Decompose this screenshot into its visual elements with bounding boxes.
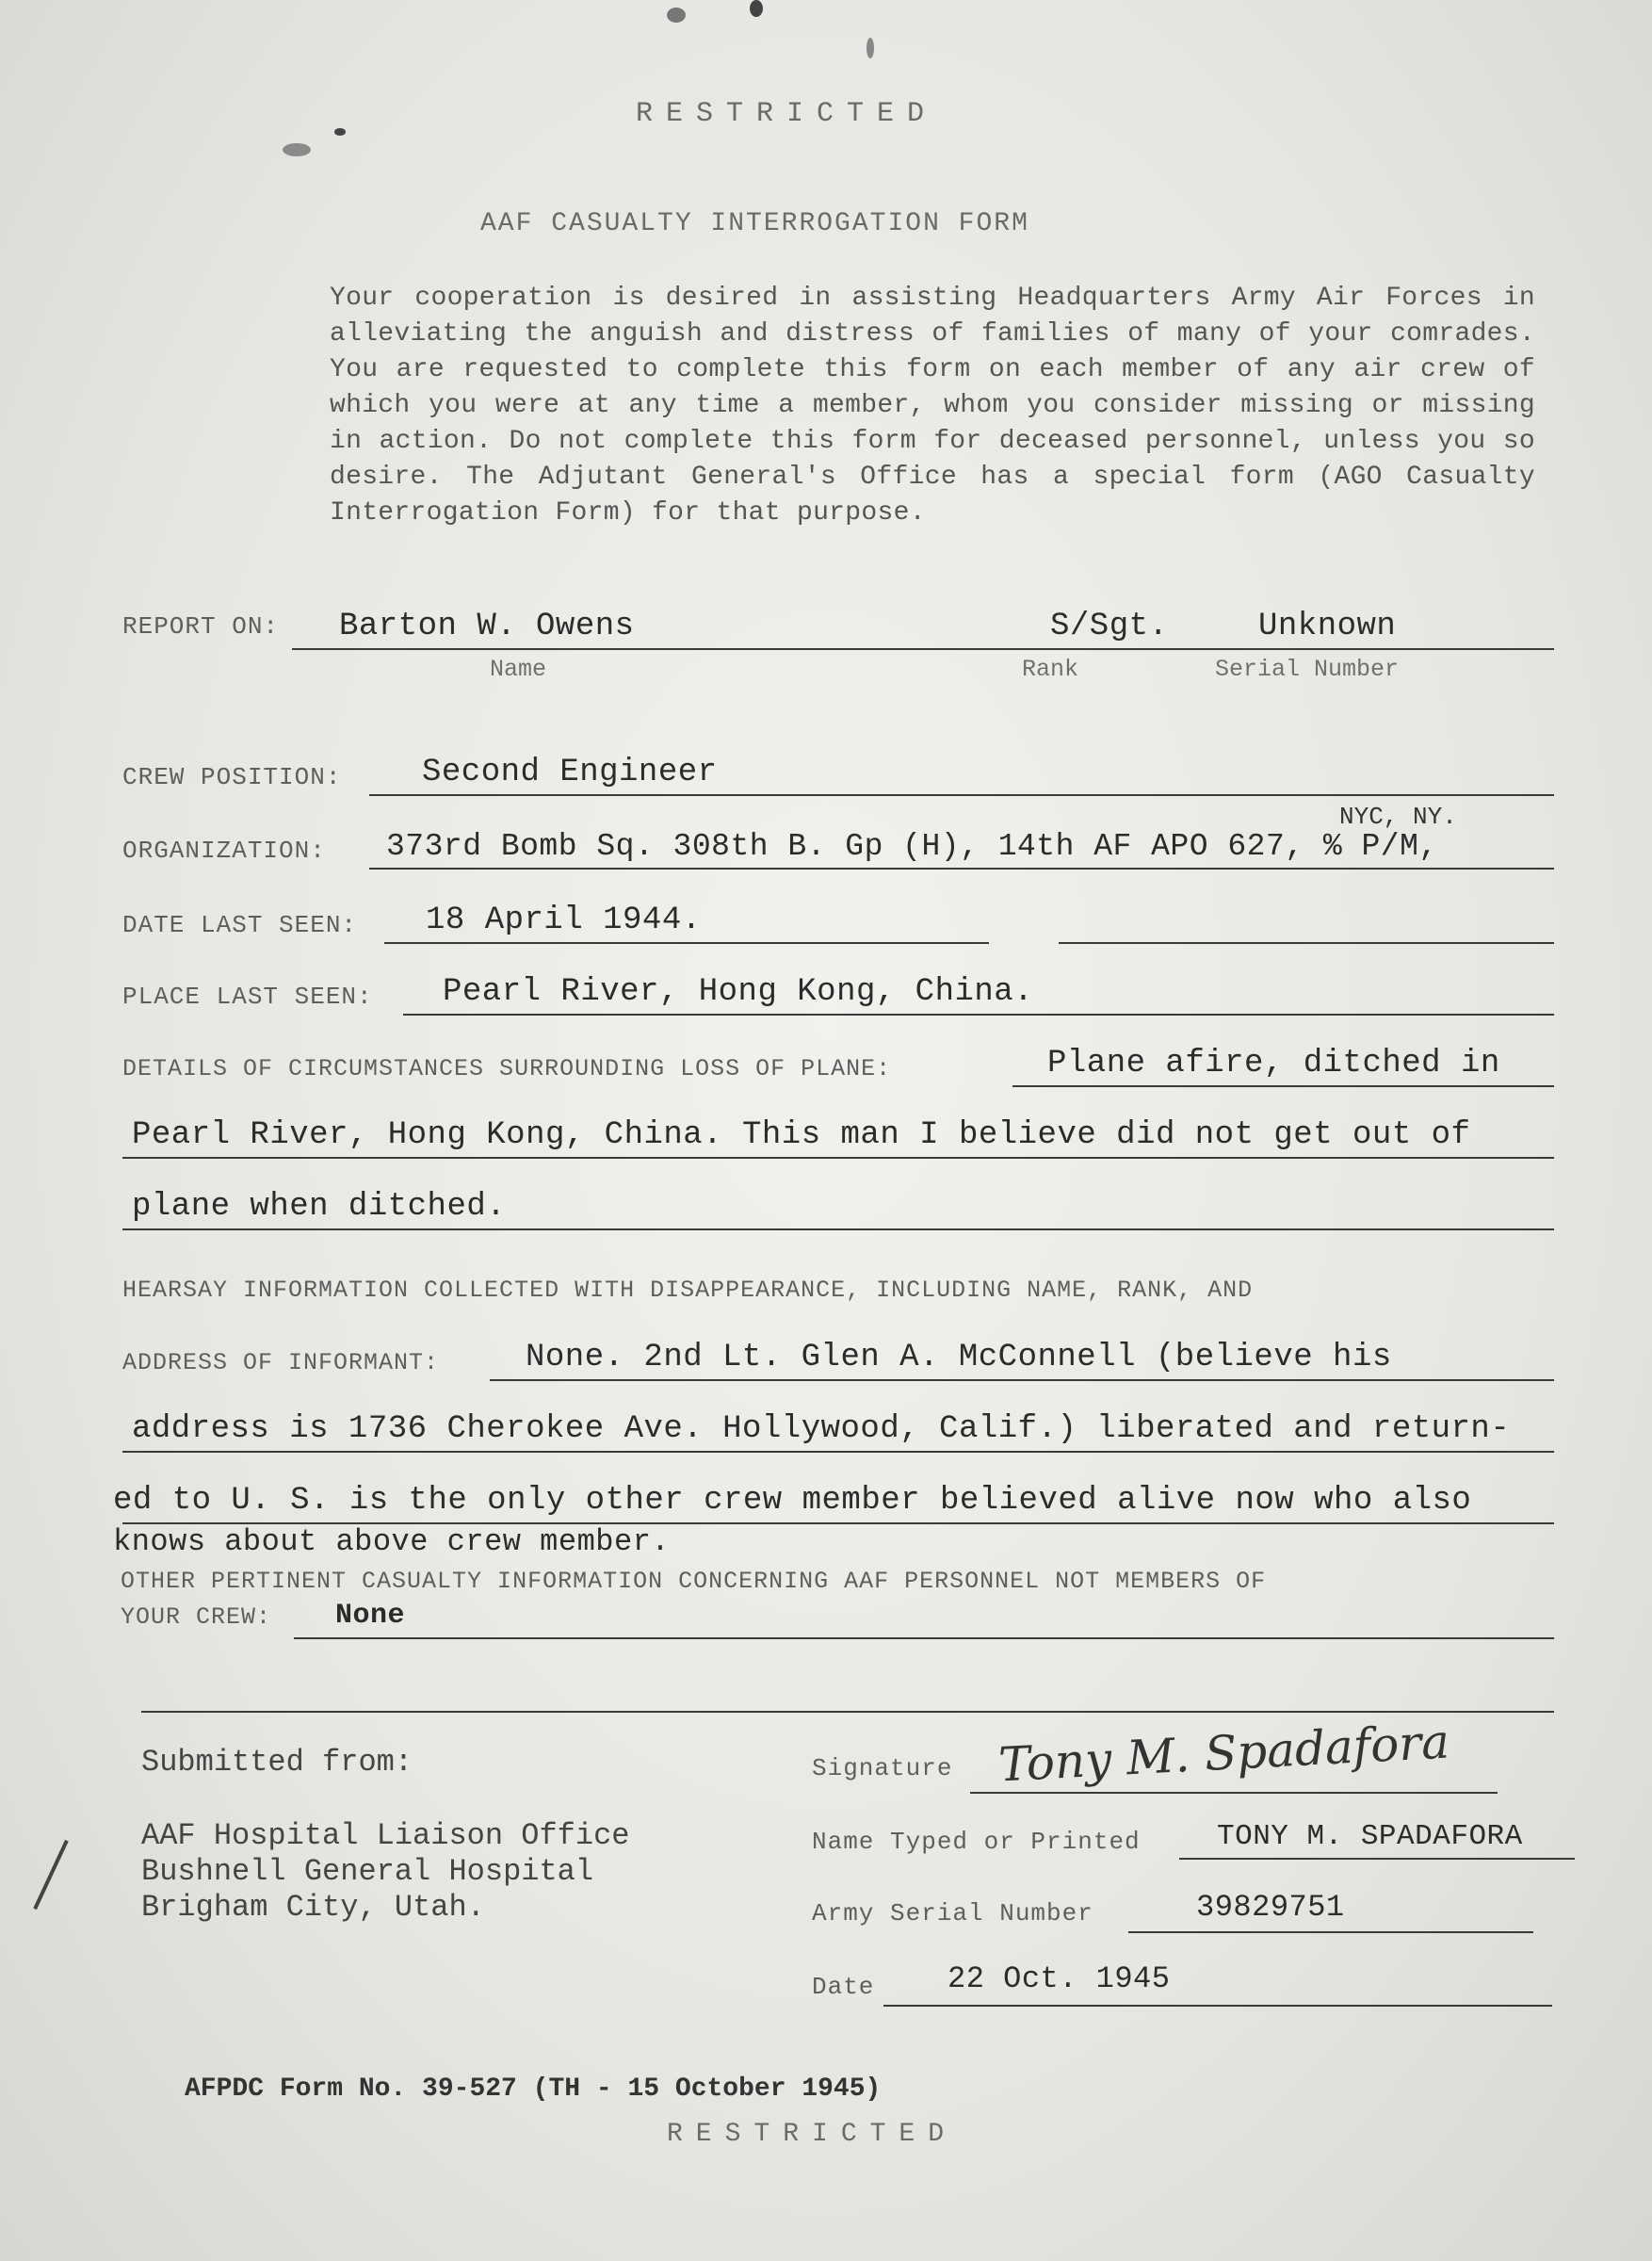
hearsay-rule-1 (490, 1379, 1554, 1381)
hearsay-line-1: None. 2nd Lt. Glen A. McConnell (believe his (526, 1340, 1392, 1375)
classification-bottom: RESTRICTED (667, 2120, 958, 2149)
army-serial-label: Army Serial Number (812, 1899, 1093, 1928)
organization-value: 373rd Bomb Sq. 308th B. Gp (H), 14th AF APO 627, % P/M, (386, 829, 1438, 864)
signature-label: Signature (812, 1754, 953, 1782)
instructions-paragraph: Your cooperation is desired in assisting Headquarters Army Air Forces in alleviating the anguish and distress of families of many of your comrades. You are requested to complete this form on each member of any air crew of which you were at any time a member, whom you consider missing or missing in action. Do not complete this form for deceased personnel, unless you so desire. The Adjutant General's Office has a special form (AGO Casualty Interrogation Form) for that purpose. (330, 284, 1535, 528)
submitted-from-label: Submitted from: (141, 1745, 413, 1780)
other-info-rule-2 (141, 1711, 1554, 1713)
submitted-line-3: Brigham City, Utah. (141, 1890, 485, 1925)
report-rank-value: S/Sgt. (1050, 609, 1169, 644)
details-rule-3 (122, 1228, 1554, 1230)
name-typed-value: TONY M. SPADAFORA (1217, 1820, 1523, 1853)
organization-label: ORGANIZATION: (122, 837, 326, 865)
form-number: AFPDC Form No. 39-527 (TH - 15 October 1945) (185, 2074, 882, 2104)
hearsay-line-2: address is 1736 Cherokee Ave. Hollywood, Calif.) liberated and return- (132, 1411, 1511, 1447)
details-label: DETAILS OF CIRCUMSTANCES SURROUNDING LOSS OF PLANE: (122, 1055, 892, 1082)
date-value: 22 Oct. 1945 (947, 1961, 1171, 1996)
scan-speck (750, 0, 763, 17)
date-last-seen-rule (384, 942, 989, 944)
hearsay-line-3: ed to U. S. is the only other crew member believed alive now who also (113, 1483, 1472, 1519)
details-line-3: plane when ditched. (132, 1189, 507, 1225)
other-info-value: None (335, 1600, 406, 1632)
date-label: Date (812, 1973, 875, 2001)
date-last-seen-value: 18 April 1944. (426, 903, 702, 938)
form-title: AAF CASUALTY INTERROGATION FORM (480, 209, 1029, 238)
signature-rule (970, 1792, 1498, 1794)
report-rule (292, 648, 1554, 650)
submitted-line-2: Bushnell General Hospital (141, 1854, 594, 1889)
submitted-line-1: AAF Hospital Liaison Office (141, 1818, 630, 1853)
report-name-value: Barton W. Owens (339, 609, 635, 644)
report-serial-value: Unknown (1258, 609, 1397, 644)
hearsay-line-4: knows about above crew member. (113, 1524, 671, 1559)
signature: Tony M. Spadafora (996, 1714, 1451, 1793)
crew-position-label: CREW POSITION: (122, 763, 342, 791)
margin-pencil-mark (33, 1840, 68, 1910)
caption-rank: Rank (1022, 656, 1079, 683)
scan-speck (334, 128, 346, 136)
hearsay-rule-2 (122, 1451, 1554, 1453)
hearsay-label-line-2: ADDRESS OF INFORMANT: (122, 1349, 440, 1376)
crew-position-value: Second Engineer (422, 755, 718, 790)
scan-speck (283, 143, 311, 156)
date-last-seen-rule-right (1059, 942, 1554, 944)
other-info-label-line-2: YOUR CREW: (121, 1603, 272, 1631)
place-last-seen-rule (403, 1014, 1554, 1016)
army-serial-value: 39829751 (1196, 1890, 1345, 1925)
other-info-label-line-1: OTHER PERTINENT CASUALTY INFORMATION CONCERNING AAF PERSONNEL NOT MEMBERS OF (121, 1568, 1267, 1595)
place-last-seen-label: PLACE LAST SEEN: (122, 983, 373, 1011)
date-rule (883, 2005, 1552, 2007)
crew-position-rule (369, 794, 1554, 796)
other-info-rule-1 (294, 1637, 1554, 1639)
name-typed-label: Name Typed or Printed (812, 1828, 1141, 1856)
classification-top: RESTRICTED (636, 98, 938, 130)
details-line-1: Plane afire, ditched in (1047, 1046, 1500, 1082)
date-last-seen-label: DATE LAST SEEN: (122, 911, 358, 939)
scan-speck (667, 8, 686, 23)
details-rule-1 (1012, 1085, 1554, 1087)
caption-serial: Serial Number (1215, 656, 1400, 683)
caption-name: Name (490, 656, 547, 683)
organization-rule (369, 868, 1554, 870)
army-serial-rule (1128, 1931, 1533, 1933)
scan-speck (866, 38, 874, 58)
hearsay-label-line-1: HEARSAY INFORMATION COLLECTED WITH DISAPPEARANCE, INCLUDING NAME, RANK, AND (122, 1277, 1254, 1304)
report-on-label: REPORT ON: (122, 612, 280, 641)
name-typed-rule (1179, 1858, 1575, 1860)
details-line-2: Pearl River, Hong Kong, China. This man I believe did not get out of (132, 1117, 1471, 1153)
place-last-seen-value: Pearl River, Hong Kong, China. (443, 974, 1034, 1010)
details-rule-2 (122, 1157, 1554, 1159)
organization-annotation: NYC, NY. (1339, 803, 1457, 831)
